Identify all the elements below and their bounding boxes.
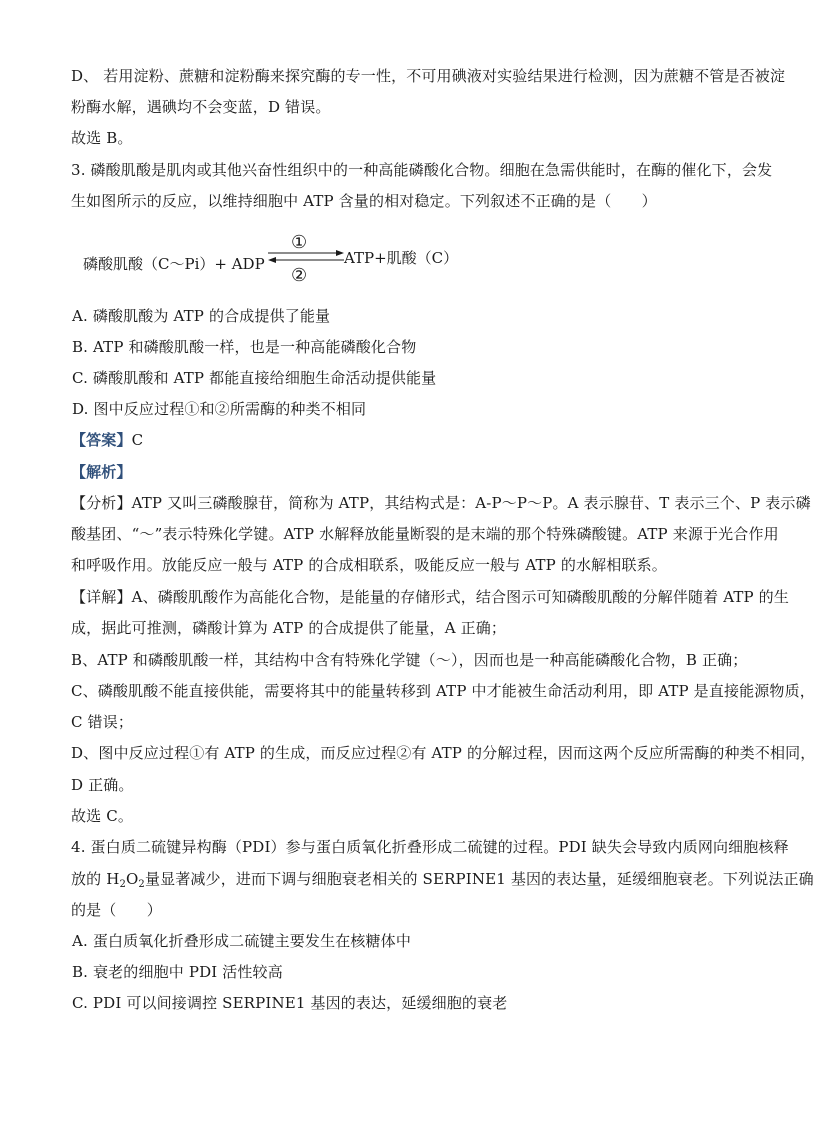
explanation-line: 酸基团、“～”表示特殊化学键。ATP 水解释放能量断裂的是末端的那个特殊磷酸键。ATP 来源于光合作用 — [71, 525, 779, 543]
question-4-stem: 的是（ ） — [71, 901, 162, 919]
option-c: C. 磷酸肌酸和 ATP 都能直接给细胞生命活动提供能量 — [72, 369, 437, 387]
question-4-stem: 4. 蛋白质二硫键异构酶（PDI）参与蛋白质氧化折叠形成二硫键的过程。PDI 缺失会导致内质网向细胞核释 — [71, 838, 789, 856]
text-line: 故选 B。 — [71, 129, 133, 147]
reversible-arrow-icon — [266, 249, 346, 265]
reverse-reaction-marker: ② — [291, 265, 308, 286]
option-b: B. ATP 和磷酸肌酸一样，也是一种高能磷酸化合物 — [72, 338, 417, 356]
text-line: 粉酶水解，遇碘均不会变蓝，D 错误。 — [71, 98, 331, 116]
option-d: D. 图中反应过程①和②所需酶的种类不相同 — [72, 400, 367, 418]
option-a: A. 蛋白质氧化折叠形成二硫键主要发生在核糖体中 — [72, 932, 411, 950]
explanation-line: 和呼吸作用。放能反应一般与 ATP 的合成相联系，吸能反应一般与 ATP 的水解相联系。 — [71, 556, 667, 574]
text-line: D、 若用淀粉、蔗糖和淀粉酶来探究酶的专一性，不可用碘液对实验结果进行检测，因为蔗糖不管是否被淀 — [71, 67, 785, 85]
text-span: 放的 H — [71, 870, 120, 888]
question-3-stem: 3. 磷酸肌酸是肌肉或其他兴奋性组织中的一种高能磷酸化合物。细胞在急需供能时，在酶的催化下，会发 — [71, 161, 773, 179]
analysis-heading — [71, 462, 731, 482]
subscript: 2 — [138, 879, 145, 890]
option-a: A. 磷酸肌酸为 ATP 的合成提供了能量 — [72, 307, 331, 325]
question-3-stem: 生如图所示的反应，以维持细胞中 ATP 含量的相对稳定。下列叙述不正确的是（ ） — [71, 192, 657, 210]
forward-reaction-marker: ① — [291, 232, 308, 253]
equation-reactants: 磷酸肌酸（C～Pi）+ ADP — [83, 255, 265, 273]
option-b: B. 衰老的细胞中 PDI 活性较高 — [72, 963, 283, 981]
explanation-line: 【详解】A、磷酸肌酸作为高能化合物，是能量的存储形式，结合图示可知磷酸肌酸的分解伴随着 ATP 的生 — [71, 588, 789, 606]
explanation-line: 成，据此可推测，磷酸计算为 ATP 的合成提供了能量，A 正确； — [71, 619, 507, 637]
answer-value: C — [131, 431, 144, 449]
subscript: 2 — [119, 879, 126, 890]
equation-products: ATP+肌酸（C） — [344, 249, 459, 267]
analysis-label: 【解析】 — [71, 463, 132, 481]
text-span: 量显著减少，进而下调与细胞衰老相关的 SERPINE1 基因的表达量，延缓细胞衰老。下列说法正确 — [144, 870, 814, 888]
answer-line — [71, 430, 731, 450]
answer-label: 【答案】 — [71, 431, 132, 449]
explanation-line: 【分析】ATP 又叫三磷酸腺苷，简称为 ATP，其结构式是：A-P～P～P。A 表示腺苷、T 表示三个、P 表示磷 — [71, 494, 811, 512]
explanation-line: C 错误； — [71, 713, 133, 731]
explanation-line: D 正确。 — [71, 776, 134, 794]
explanation-line: B、ATP 和磷酸肌酸一样，其结构中含有特殊化学键（～），因而也是一种高能磷酸化合物，B 正确； — [71, 651, 748, 669]
option-c: C. PDI 可以间接调控 SERPINE1 基因的表达，延缓细胞的衰老 — [72, 994, 508, 1012]
explanation-line: C、磷酸肌酸不能直接供能，需要将其中的能量转移到 ATP 中才能被生命活动利用，即 ATP 是直接能源物质， — [71, 682, 815, 700]
reaction-equation — [80, 232, 480, 284]
explanation-line: 故选 C。 — [71, 807, 133, 825]
explanation-line: D、图中反应过程①有 ATP 的生成，而反应过程②有 ATP 的分解过程，因而这两个反应所需酶的种类不相同， — [71, 744, 815, 762]
text-span: O — [125, 870, 139, 888]
question-4-stem — [71, 869, 814, 892]
